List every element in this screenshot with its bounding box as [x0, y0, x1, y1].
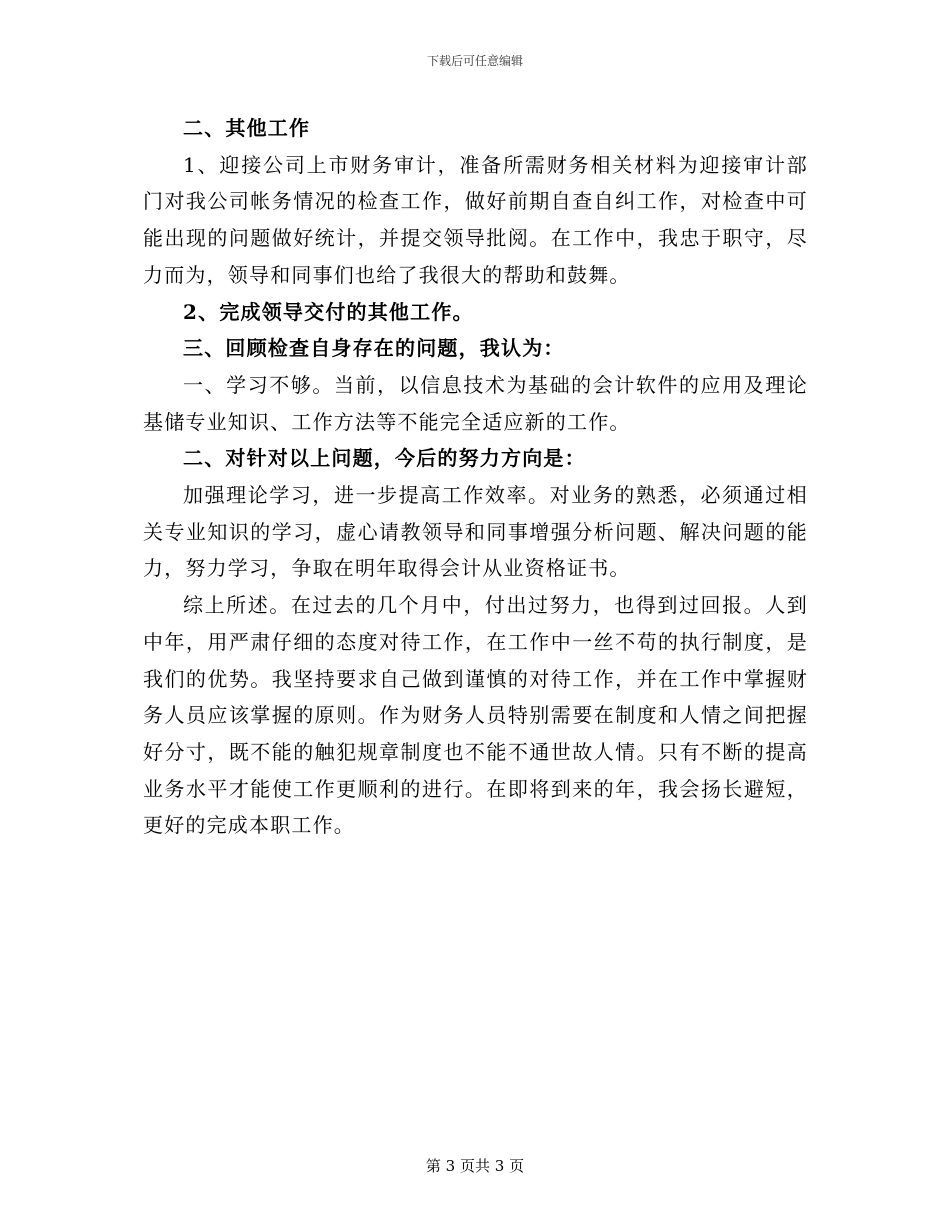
page-footer: 第 3 页共 3 页	[425, 1157, 525, 1175]
paragraph-summary: 综上所述。在过去的几个月中，付出过努力，也得到过回报。人到中年，用严肃仔细的态度对待工作，在工作中一丝不苟的执行制度，是我们的优势。我坚持要求自己做到谨慎的对待工作，并在工作中掌握财务人员应该掌握的原则。作为财务人员特别需要在制度和人情之间把握好分寸，既不能的触犯规章制度也不能不通世故人情。只有不断的提高业务水平才能使工作更顺利的进行。在即将到来的年，我会扬长避短，更好的完成本职工作。	[143, 593, 808, 838]
document-body	[143, 110, 808, 844]
page-header: 下载后可任意编辑	[426, 54, 523, 68]
section-heading-direction: 二、对针对以上问题，今后的努力方向是：	[183, 446, 586, 471]
paragraph-other-tasks: 2、完成领导交付的其他工作。	[183, 299, 474, 324]
section-heading-review: 三、回顾检查自身存在的问题，我认为：	[183, 336, 565, 361]
paragraph-theory: 加强理论学习，进一步提高工作效率。对业务的熟悉，必须通过相关专业知识的学习，虚心请教领导和同事增强分析问题、解决问题的能力，努力学习，争取在明年取得会计从业资格证书。	[143, 483, 808, 581]
section-heading-other-work: 二、其他工作	[183, 116, 311, 140]
paragraph-study: 一、学习不够。当前，以信息技术为基础的会计软件的应用及理论基储专业知识、工作方法等不能完全适应新的工作。	[143, 372, 808, 434]
paragraph-audit: 1、迎接公司上市财务审计，准备所需财务相关材料为迎接审计部门对我公司帐务情况的检查工作，做好前期自查自纠工作，对检查中可能出现的问题做好统计，并提交领导批阅。在工作中，我忠于职守，尽力而为，领导和同事们也给了我很大的帮助和鼓舞。	[143, 152, 808, 287]
